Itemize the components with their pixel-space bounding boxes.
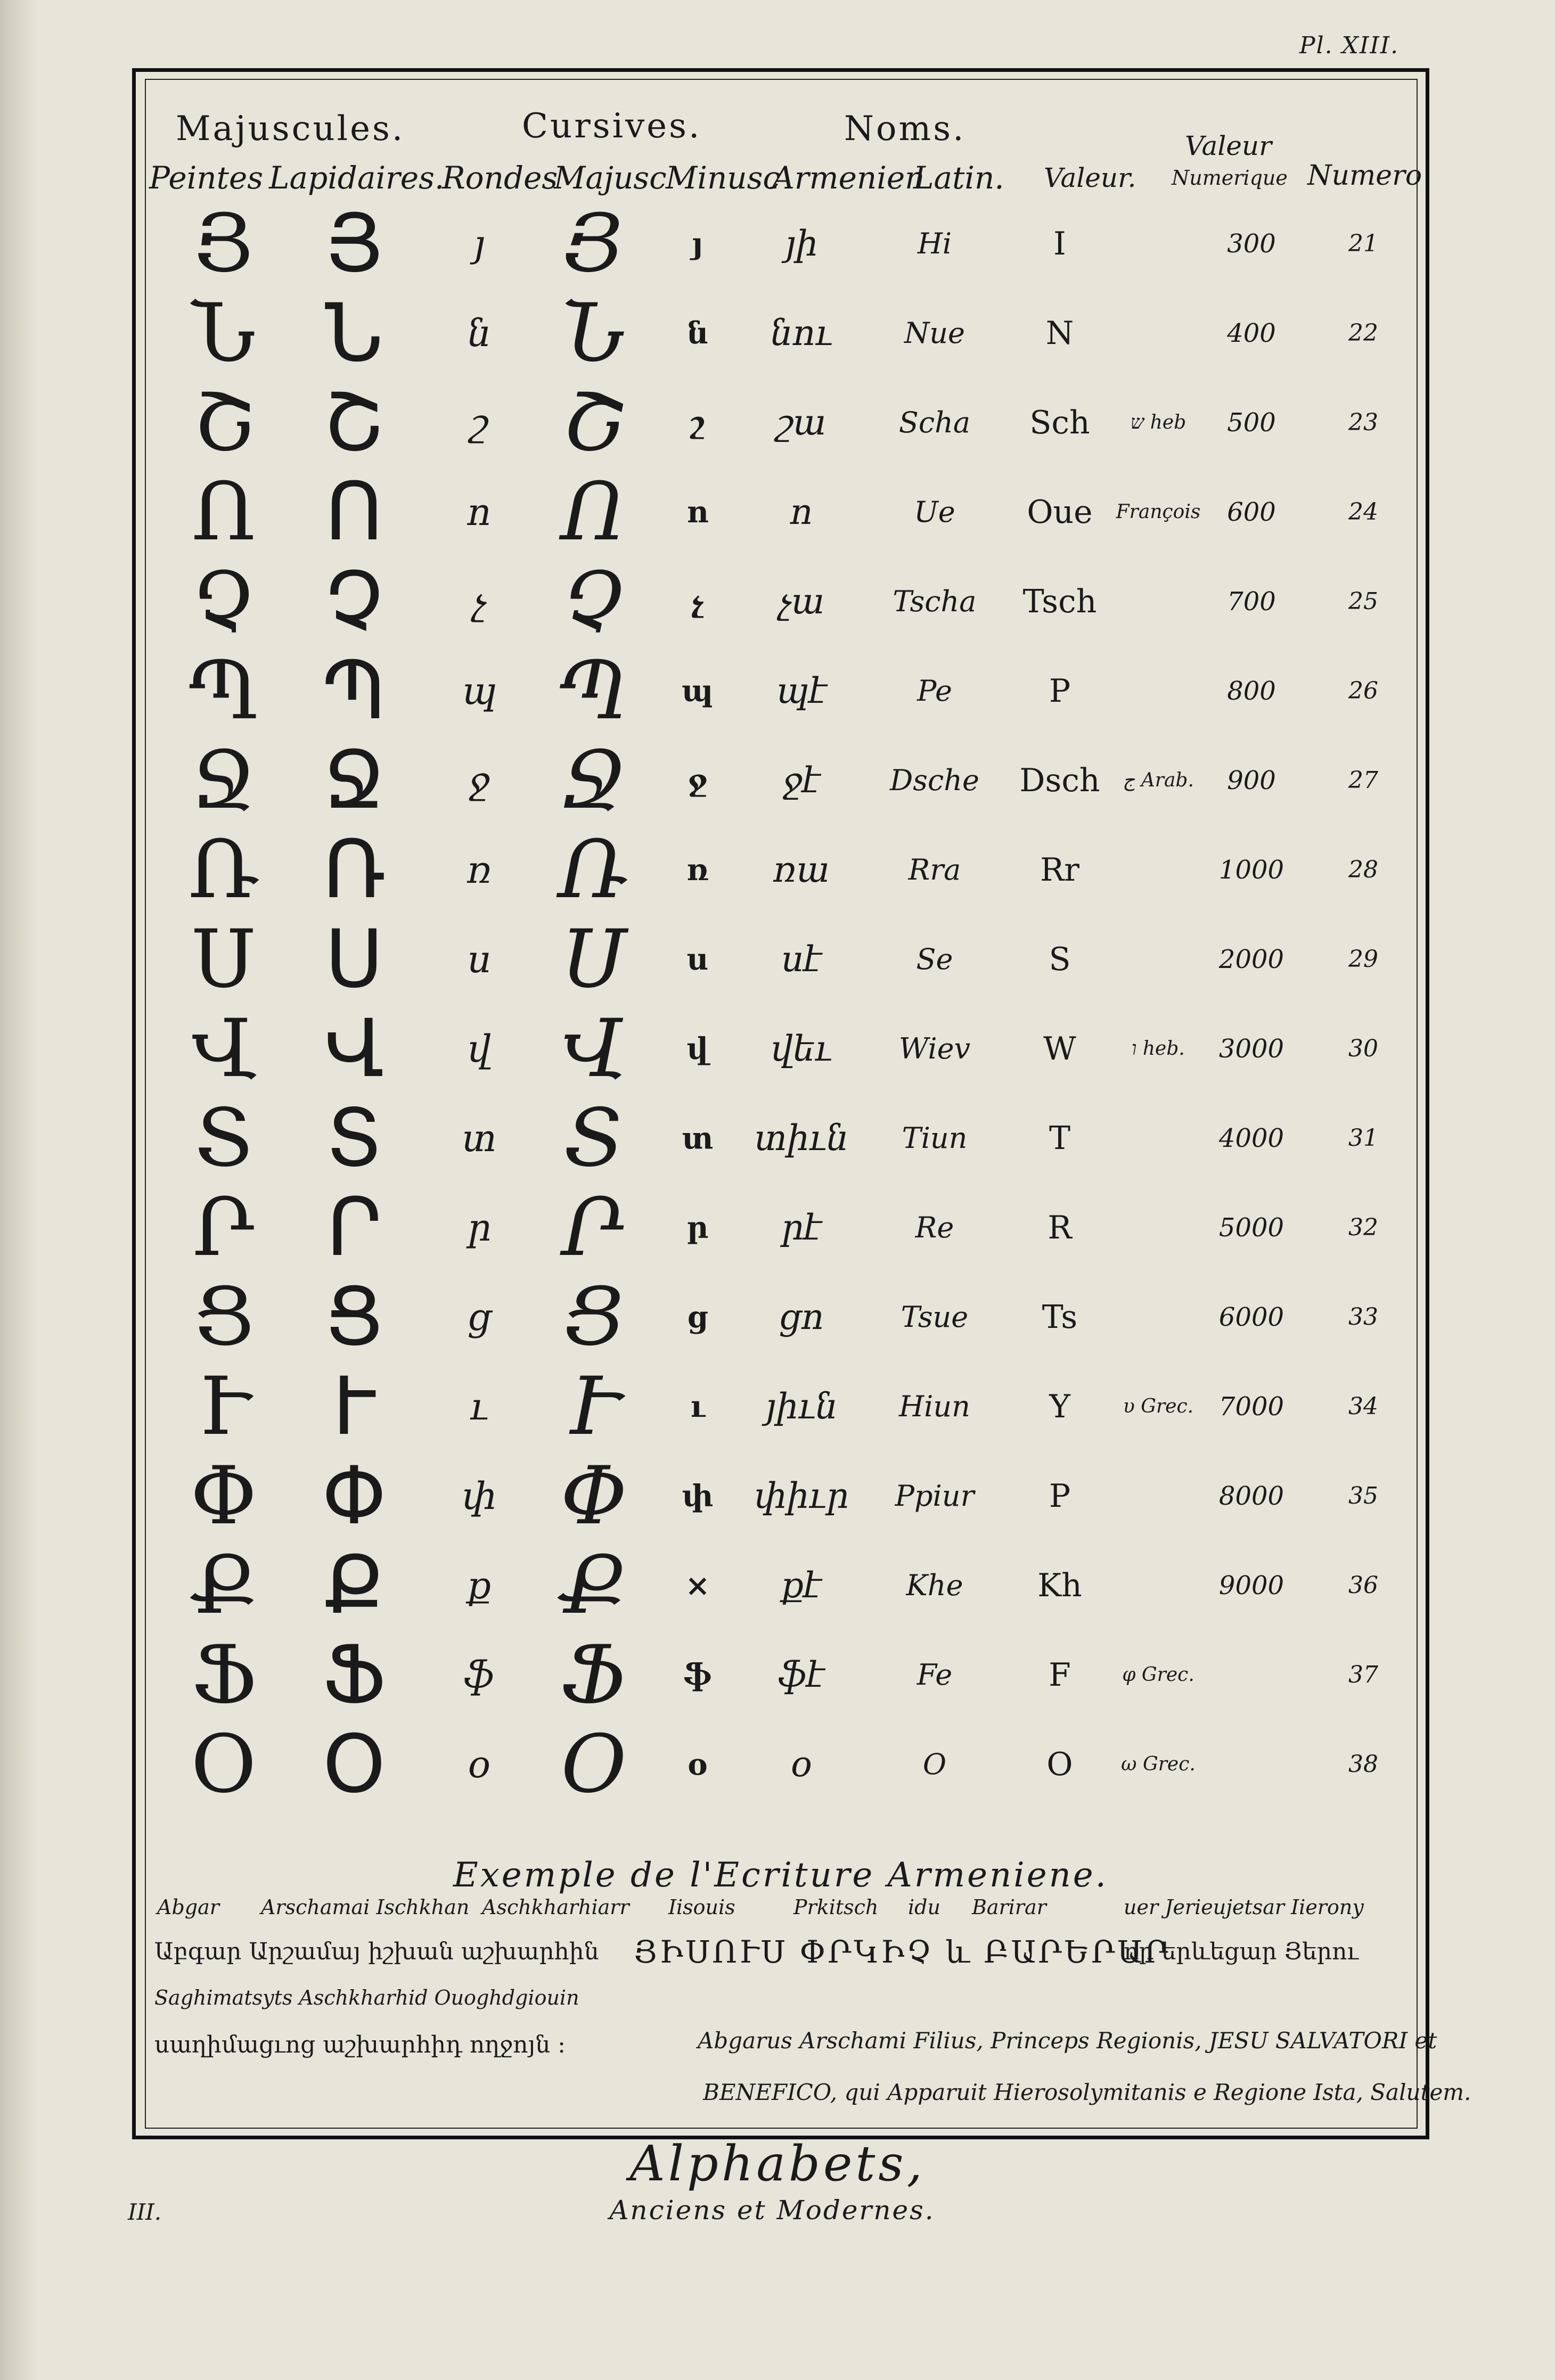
- cursive-capital: Ռ: [559, 824, 628, 916]
- cursive-capital: Ր: [562, 1181, 625, 1274]
- armenian-name: պէ: [776, 670, 827, 711]
- header-majusc: Majusc: [554, 160, 667, 196]
- armenian-name: տիւն: [754, 1118, 849, 1159]
- round-cursive: o: [468, 1743, 491, 1786]
- sound-value: W: [1043, 1030, 1076, 1068]
- lapidary-capital: Վ: [324, 1003, 384, 1095]
- round-cursive: տ: [462, 1117, 497, 1160]
- latin-name: Ppiur: [895, 1479, 975, 1513]
- cursive-minuscule: ×: [685, 1568, 710, 1603]
- row-number: 32: [1348, 1214, 1378, 1241]
- round-cursive: վ: [467, 1027, 492, 1071]
- numeric-value: 400: [1227, 318, 1276, 348]
- row-number: 33: [1348, 1303, 1378, 1331]
- numeric-value: 4000: [1218, 1123, 1284, 1153]
- armenian-text-line2: սաղիմացւոց աշխարհիդ ողջոյն :: [154, 2031, 566, 2058]
- armenian-name: ջէ: [782, 760, 821, 801]
- row-number: 21: [1348, 230, 1378, 257]
- numeric-value: 5000: [1218, 1213, 1284, 1243]
- row-number: 30: [1348, 1035, 1378, 1062]
- round-cursive: ն: [467, 311, 492, 355]
- latin-name: Hi: [917, 227, 952, 260]
- latin-name: Re: [915, 1211, 954, 1244]
- latin-name: Ue: [914, 495, 955, 529]
- round-cursive: ջ: [469, 759, 490, 802]
- round-cursive: յ: [473, 222, 485, 266]
- value-note: ج Arab.: [1123, 769, 1194, 791]
- row-number: 25: [1348, 588, 1378, 615]
- translit-line-2: Saghimatsyts Aschkharhid Ouoghdgiouin: [154, 1986, 579, 2009]
- sound-value: P: [1049, 1478, 1071, 1515]
- cursive-capital: Ո: [562, 466, 626, 559]
- value-note: François: [1116, 501, 1201, 523]
- sound-value: Ts: [1042, 1299, 1078, 1336]
- decorated-capital: Ֆ: [191, 1629, 257, 1721]
- latin-name: Nue: [904, 316, 965, 350]
- armenian-name: փիւր: [754, 1475, 849, 1516]
- value-note: φ Grec.: [1122, 1664, 1194, 1686]
- translit-word-2: Arschamai Ischkhan: [261, 1895, 470, 1919]
- armenian-name: րէ: [781, 1207, 822, 1248]
- plate-number: Pl. XIII.: [1299, 32, 1400, 59]
- cursive-minuscule: չ: [691, 584, 704, 619]
- sound-value: Tsch: [1022, 583, 1097, 620]
- armenian-name: քէ: [781, 1565, 822, 1606]
- translit-word-1: Abgar: [157, 1895, 219, 1919]
- example-title: Exemple de l'Ecriture Armeniene.: [453, 1856, 1109, 1895]
- decorated-capital: Ջ: [190, 734, 257, 827]
- lapidary-capital: Ֆ: [322, 1629, 386, 1721]
- decorated-capital: Ւ: [198, 1360, 249, 1453]
- cursive-capital: Ս: [562, 913, 626, 1006]
- cursive-capital: Ք: [560, 1539, 628, 1632]
- lapidary-capital: Ն: [325, 287, 383, 380]
- header-armenien: Armenien: [772, 160, 925, 196]
- lapidary-capital: Շ: [324, 376, 384, 469]
- decorated-capital: Յ: [193, 198, 255, 290]
- row-number: 37: [1348, 1661, 1378, 1688]
- row-number: 28: [1348, 856, 1378, 883]
- header-rondes: Rondes: [442, 160, 558, 196]
- sound-value: Oue: [1027, 494, 1093, 531]
- row-number: 23: [1348, 409, 1378, 436]
- translit-word-5: Prkitsch: [793, 1895, 879, 1919]
- latin-name: Tiun: [902, 1121, 968, 1155]
- value-note: ש heb: [1130, 412, 1186, 433]
- round-cursive: շ: [470, 401, 488, 445]
- cursive-capital: Տ: [564, 1092, 623, 1185]
- armenian-name: յիւն: [765, 1386, 838, 1427]
- header-lapidaires: Lapidaires.: [269, 160, 445, 196]
- sound-value: S: [1049, 941, 1071, 978]
- round-cursive: պ: [462, 669, 497, 713]
- decorated-capital: Փ: [190, 1450, 258, 1542]
- latin-name: Hiun: [899, 1390, 970, 1423]
- sound-value: O: [1046, 1746, 1073, 1783]
- round-cursive: ւ: [470, 1385, 488, 1429]
- decorated-capital: Ք: [190, 1539, 258, 1632]
- round-cursive: չ: [472, 580, 486, 623]
- cursive-minuscule: յ: [692, 226, 703, 261]
- armenian-name: ցո: [779, 1296, 824, 1337]
- armenian-name: յի: [784, 223, 819, 264]
- lapidary-capital: Ո: [325, 466, 383, 559]
- cursive-capital: Ւ: [568, 1360, 619, 1453]
- numeric-value: 700: [1227, 587, 1276, 617]
- latin-name: Tscha: [893, 585, 977, 618]
- latin-name: Wiev: [898, 1032, 971, 1065]
- cursive-capital: Ց: [563, 1271, 624, 1364]
- row-number: 36: [1348, 1572, 1378, 1599]
- latin-translation-line2: BENEFICO, qui Apparuit Hierosolymitanis e Regione Ista, Salutem.: [703, 2079, 1471, 2105]
- cursive-capital: Պ: [559, 645, 629, 737]
- lapidary-capital: Պ: [322, 645, 387, 737]
- armenian-name: սէ: [781, 939, 822, 980]
- value-note: ω Grec.: [1121, 1753, 1196, 1775]
- lapidary-capital: Տ: [326, 1092, 382, 1185]
- cursive-capital: Յ: [563, 198, 625, 290]
- lapidary-capital: Յ: [325, 198, 383, 290]
- header-numero: Numero: [1307, 160, 1422, 192]
- latin-name: Dsche: [890, 764, 979, 797]
- cursive-minuscule: ն: [686, 316, 709, 351]
- translit-word-6: idu: [908, 1895, 940, 1919]
- sound-value: R: [1047, 1209, 1072, 1246]
- cursive-capital: Վ: [561, 1003, 626, 1095]
- armenian-text-line1-b: ՅԻՍՈՒՍ ՓՐԿԻՉ և ԲԱՐԵՐԱՐ: [634, 1934, 1171, 1970]
- decorated-capital: Չ: [192, 555, 256, 648]
- numeric-value: 300: [1227, 229, 1276, 259]
- sound-value: T: [1049, 1120, 1071, 1157]
- sound-value: F: [1049, 1656, 1071, 1694]
- armenian-text-line1-c: որ երևեցար Յերու: [1124, 1938, 1358, 1965]
- decorated-capital: Ռ: [188, 824, 259, 916]
- armenian-name: ֆէ: [778, 1654, 825, 1695]
- decorated-capital: Պ: [189, 645, 259, 737]
- armenian-name: ո: [790, 491, 813, 532]
- lapidary-capital: Չ: [325, 555, 383, 648]
- cursive-capital: Շ: [563, 376, 624, 469]
- numeric-value: 800: [1227, 676, 1276, 706]
- sound-value: Kh: [1037, 1567, 1082, 1604]
- lapidary-capital: Ր: [326, 1181, 382, 1274]
- round-cursive: ո: [467, 490, 492, 534]
- header-valeur-numerique-top: Valeur: [1185, 130, 1272, 161]
- cursive-capital: Չ: [562, 555, 626, 648]
- decorated-capital: Ն: [192, 287, 256, 380]
- numeric-value: 8000: [1218, 1481, 1284, 1511]
- sound-value: P: [1049, 672, 1071, 710]
- sound-value: Rr: [1040, 851, 1079, 889]
- cursive-capital: Ն: [562, 287, 626, 380]
- header-noms: Noms.: [844, 109, 966, 149]
- round-cursive: ր: [467, 1206, 492, 1250]
- round-cursive: ռ: [466, 848, 492, 892]
- cursive-minuscule: ջ: [688, 763, 708, 798]
- cursive-minuscule: ս: [686, 942, 709, 977]
- latin-name: Rra: [908, 853, 961, 887]
- lapidary-capital: Ջ: [323, 734, 385, 827]
- decorated-capital: Ո: [192, 466, 256, 559]
- round-cursive: փ: [462, 1474, 497, 1518]
- lapidary-capital: Ց: [324, 1271, 384, 1364]
- cursive-capital: Փ: [560, 1450, 628, 1542]
- row-number: 26: [1348, 677, 1378, 704]
- header-minusc: Minusc: [666, 160, 780, 196]
- translit-word-3: Aschkharhiarr: [482, 1895, 629, 1919]
- cursive-capital: O: [561, 1718, 627, 1811]
- numeric-value: 9000: [1218, 1571, 1284, 1601]
- decorated-capital: Տ: [194, 1092, 253, 1185]
- round-cursive: ֆ: [464, 1653, 495, 1697]
- numeric-value: 600: [1227, 497, 1276, 527]
- armenian-text-line1-a: Աբգար Արշամայ իշխան աշխարհին: [154, 1938, 599, 1965]
- latin-name: Fe: [916, 1658, 953, 1692]
- lapidary-capital: Ւ: [332, 1360, 376, 1453]
- latin-name: Scha: [898, 406, 971, 439]
- numeric-value: 7000: [1218, 1392, 1284, 1422]
- translit-word-7: Barirar: [972, 1895, 1046, 1919]
- latin-name: Tsue: [901, 1300, 969, 1334]
- row-number: 27: [1348, 767, 1378, 794]
- cursive-minuscule: վ: [686, 1031, 709, 1066]
- latin-name: O: [922, 1747, 947, 1781]
- decorated-capital: O: [191, 1718, 257, 1811]
- value-note: ו heb.: [1132, 1038, 1185, 1060]
- decorated-capital: Ր: [192, 1181, 255, 1274]
- plate-title: Alphabets,: [629, 2135, 926, 2192]
- cursive-minuscule: ո: [686, 495, 709, 530]
- row-number: 34: [1348, 1393, 1378, 1420]
- header-cursives: Cursives.: [522, 106, 702, 146]
- armenian-name: o: [791, 1744, 812, 1785]
- cursive-minuscule: ռ: [686, 852, 709, 888]
- lapidary-capital: Ս: [325, 913, 383, 1006]
- header-peintes: Peintes: [149, 160, 264, 196]
- lapidary-capital: O: [322, 1718, 386, 1811]
- round-cursive: ս: [467, 938, 492, 981]
- cursive-minuscule: ր: [686, 1210, 709, 1245]
- cursive-capital: Ֆ: [561, 1629, 627, 1721]
- latin-name: Se: [916, 942, 953, 976]
- row-number: 24: [1348, 498, 1378, 526]
- numeric-value: 2000: [1218, 945, 1284, 974]
- armenian-name: վեւ: [771, 1028, 832, 1069]
- armenian-name: չա: [778, 581, 825, 622]
- lapidary-capital: Ք: [324, 1539, 384, 1632]
- lapidary-capital: Փ: [322, 1450, 387, 1542]
- round-cursive: ք: [467, 1564, 492, 1607]
- cursive-minuscule: ւ: [690, 1389, 705, 1424]
- numeric-value: 500: [1227, 408, 1276, 438]
- header-valeur: Valeur.: [1044, 162, 1136, 193]
- volume-number: III.: [128, 2199, 162, 2225]
- header-valeur-numerique-bottom: Numerique: [1172, 166, 1288, 190]
- row-number: 22: [1348, 319, 1378, 347]
- lapidary-capital: Ռ: [322, 824, 386, 916]
- sound-value: Sch: [1029, 404, 1090, 441]
- decorated-capital: Վ: [191, 1003, 256, 1095]
- decorated-capital: Ց: [193, 1271, 254, 1364]
- row-number: 29: [1348, 946, 1378, 973]
- sound-value: I: [1053, 225, 1066, 262]
- row-number: 38: [1348, 1751, 1378, 1778]
- decorated-capital: Շ: [193, 376, 254, 469]
- row-number: 31: [1348, 1125, 1378, 1152]
- armenian-name: շա: [776, 402, 826, 443]
- translit-word-8: uer Jerieujetsar Iierony: [1124, 1895, 1364, 1919]
- cursive-minuscule: պ: [682, 674, 714, 709]
- value-note: υ Grec.: [1123, 1396, 1194, 1417]
- cursive-capital: Ջ: [560, 734, 627, 827]
- header-latin: Latin.: [913, 160, 1004, 196]
- numeric-value: 3000: [1218, 1034, 1284, 1064]
- translit-word-4: Iisouis: [668, 1895, 735, 1919]
- cursive-minuscule: ց: [687, 1300, 708, 1335]
- cursive-minuscule: փ: [682, 1479, 714, 1514]
- page-binding-edge: [0, 0, 37, 2380]
- numeric-value: 900: [1227, 766, 1276, 795]
- header-majuscules: Majuscules.: [176, 109, 405, 149]
- plate-subtitle: Anciens et Modernes.: [609, 2195, 935, 2226]
- sound-value: Y: [1049, 1388, 1070, 1425]
- latin-name: Pe: [917, 674, 952, 708]
- numeric-value: 6000: [1218, 1302, 1284, 1332]
- cursive-minuscule: տ: [682, 1121, 714, 1156]
- latin-translation-line1: Abgarus Arschami Filius, Princeps Regionis, JESU SALVATORI et: [698, 2028, 1437, 2054]
- sound-value: N: [1045, 315, 1074, 352]
- cursive-minuscule: ֆ: [683, 1657, 712, 1693]
- numeric-value: 1000: [1218, 855, 1284, 885]
- armenian-name: ռա: [773, 849, 830, 890]
- cursive-minuscule: շ: [690, 405, 705, 440]
- sound-value: Dsch: [1019, 762, 1100, 799]
- decorated-capital: Ս: [192, 913, 256, 1006]
- row-number: 35: [1348, 1482, 1378, 1509]
- round-cursive: ց: [467, 1295, 492, 1339]
- armenian-name: նու: [770, 313, 833, 354]
- latin-name: Khe: [906, 1569, 963, 1602]
- cursive-minuscule: o: [688, 1747, 708, 1782]
